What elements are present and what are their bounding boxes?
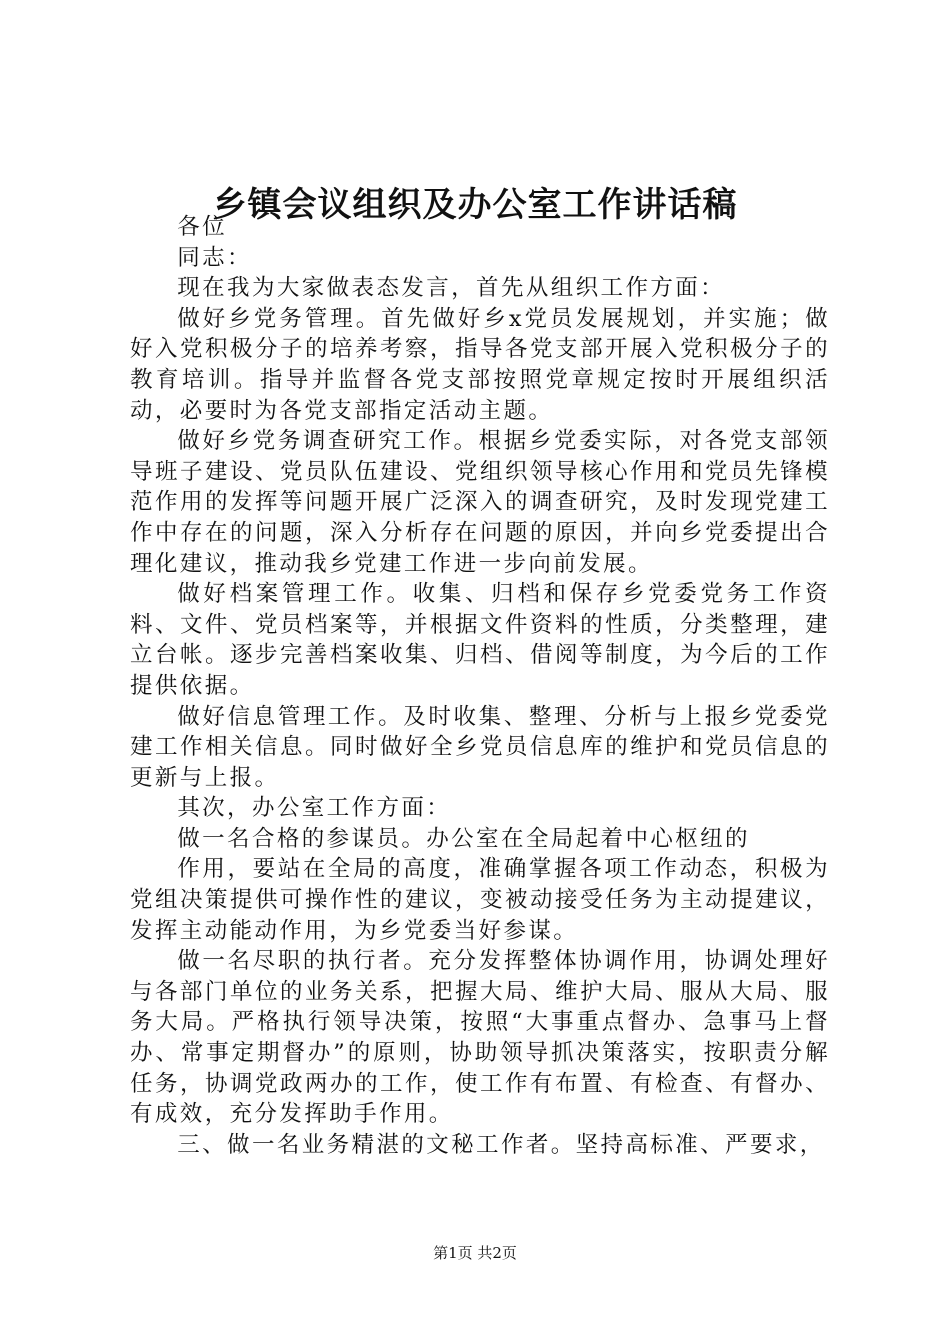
paragraph: 同志：: [177, 244, 252, 271]
paragraph: 做好档案管理工作。收集、归档和保存乡党委党务工作资料、文件、党员档案等，并根据文件资料的性质，分类整理，建立台帐。逐步完善档案收集、归档、借阅等制度，为今后的工作提供依据。: [130, 581, 830, 699]
paragraph: 做一名尽职的执行者。充分发挥整体协调作用，协调处理好与各部门单位的业务关系，把握大局、维护大局、服从大局、服务大局。严格执行领导决策，按照“大事重点督办、急事马上督办、常事定期督办”的原则，协助领导抓决策落实，按职责分解任务，协调党政两办的工作，使工作有布置、有检查、有督办、有成效，充分发挥助手作用。: [130, 948, 830, 1128]
paragraph: 现在我为大家做表态发言，首先从组织工作方面：: [177, 275, 726, 302]
paragraph: 三、做一名业务精湛的文秘工作者。坚持高标准、严要求，: [177, 1131, 825, 1158]
paragraph: 作用，要站在全局的高度，准确掌握各项工作动态，积极为党组决策提供可操作性的建议，变被动接受任务为主动提建议，发挥主动能动作用，为乡党委当好参谋。: [130, 856, 830, 944]
paragraph: 各位: [177, 214, 228, 240]
paragraph: 做一名合格的参谋员。办公室在全局起着中心枢纽的: [177, 825, 750, 852]
paragraph: 做好乡党务管理。首先做好乡x党员发展规划，并实施；做好入党积极分子的培养考察，指导各党支部开展入党积极分子的教育培训。指导并监督各党支部按照党章规定按时开展组织活动，必要时为各党支部指定活动主题。: [130, 305, 830, 424]
paragraph: 其次，办公室工作方面：: [177, 795, 452, 822]
paragraph: 做好信息管理工作。及时收集、整理、分析与上报乡党委党建工作相关信息。同时做好全乡党员信息库的维护和党员信息的更新与上报。: [130, 703, 830, 791]
page-footer: 第1页 共2页: [433, 1244, 517, 1262]
document-body: [130, 212, 830, 1160]
paragraph: 做好乡党务调查研究工作。根据乡党委实际，对各党支部领导班子建设、党员队伍建设、党组织领导核心作用和党员先锋模范作用的发挥等问题开展广泛深入的调查研究，及时发现党建工作中存在的问题，深入分析存在问题的原因，并向乡党委提出合理化建议，推动我乡党建工作进一步向前发展。: [130, 428, 830, 577]
document-title: 乡镇会议组织及办公室工作讲话稿: [212, 185, 738, 225]
